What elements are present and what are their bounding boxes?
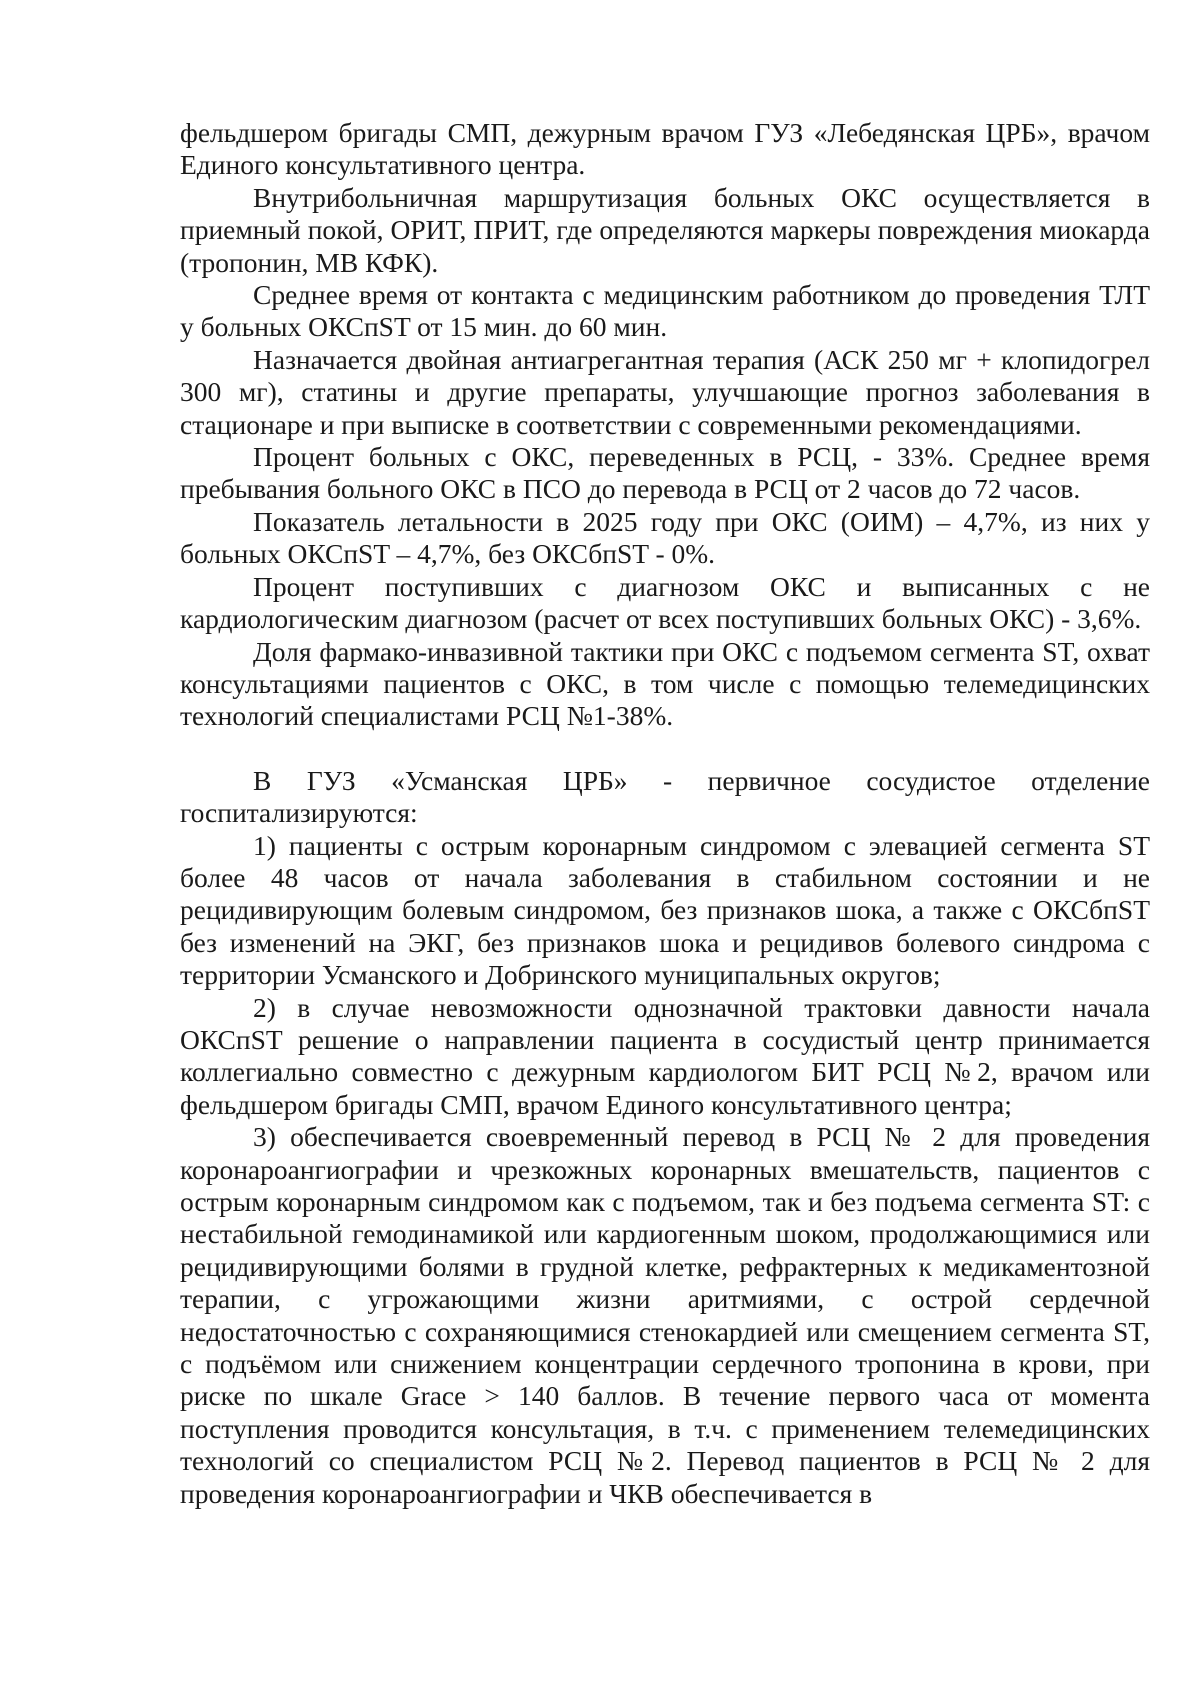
paragraph-non-cardiac-diagnosis: Процент поступивших с диагнозом ОКС и выписанных с не кардиологическим диагнозом (расчет от всех поступивших больных ОКС) - 3,6%.: [180, 570, 1150, 635]
paragraph-transfer-rate: Процент больных с ОКС, переведенных в РСЦ, - 33%. Среднее время пребывания больного ОКС в ПСО до перевода в РСЦ от 2 часов до 72 часов.: [180, 441, 1150, 505]
paragraph-tlt-time: Среднее время от контакта с медицинским работником до проведения ТЛТ у больных ОКСпST от 15 мин. до 60 мин.: [180, 279, 1150, 343]
list-item-3: 3) обеспечивается своевременный перевод в РСЦ № 2 для проведения коронароангиографии и чрезкожных коронарных вмешательств, пациентов с острым коронарным синдромом как с подъемом, так и без подъема сегмента ST: с нестабильной гемодинамикой или кардиогенным шоком, продолжающимися или рецидивирующими болями в грудной клетке, рефрактерных к медикаментозной терапии, с угрожающими жизни аритмиями, с острой сердечной недостаточностью с сохраняющимися стенокардией или смещением сегмента ST, с подъёмом или снижением концентрации сердечного тропонина в крови, при риске по шкале Grace > 140 баллов. В течение первого часа от момента поступления проводится консультация, в т.ч. с применением телемедицинских технологий со специалистом РСЦ №2. Перевод пациентов в РСЦ № 2 для проведения коронароангиографии и ЧКВ обеспечивается в: [180, 1121, 1150, 1509]
paragraph-mortality-rate: Показатель летальности в 2025 году при ОКС (ОИМ) – 4,7%, из них у больных ОКСпST – 4,7%, без ОКСбпST - 0%.: [180, 505, 1150, 570]
list-item-1: 1) пациенты с острым коронарным синдромом с элевацией сегмента ST более 48 часов от начала заболевания в стабильном состоянии и не рецидивирующим болевым синдромом, без признаков шока, а также с ОКСбпST без изменений на ЭКГ, без признаков шока и рецидивов болевого синдрома с территории Усманского и Добринского муниципальных округов;: [180, 829, 1150, 991]
paragraph-in-hospital-routing: Внутрибольничная маршрутизация больных ОКС осуществляется в приемный покой, ОРИТ, ПРИТ, где определяются маркеры повреждения миокарда (тропонин, МВ КФК).: [180, 181, 1150, 278]
list-item-2: 2) в случае невозможности однозначной трактовки давности начала ОКСпST решение о направлении пациента в сосудистый центр принимается коллегиально совместно с дежурным кардиологом БИТ РСЦ №2, врачом или фельдшером бригады СМП, врачом Единого консультативного центра;: [180, 991, 1150, 1120]
paragraph-antiplatelet-therapy: Назначается двойная антиагрегантная терапия (АСК 250 мг + клопидогрел 300 мг), статины и другие препараты, улучшающие прогноз заболевания в стационаре и при выписке в соответствии с современными рекомендациями.: [180, 343, 1150, 440]
paragraph-continuation: фельдшером бригады СМП, дежурным врачом ГУЗ «Лебедянская ЦРБ», врачом Единого консультативного центра.: [180, 117, 1150, 181]
paragraph-usman-crb-intro: В ГУЗ «Усманская ЦРБ» - первичное сосудистое отделение госпитализируются:: [180, 764, 1150, 829]
document-page: [180, 117, 1150, 1510]
paragraph-pharmaco-invasive-share: Доля фармако-инвазивной тактики при ОКС с подъемом сегмента ST, охват консультациями пациентов с ОКС, в том числе с помощью телемедицинских технологий специалистами РСЦ №1-38%.: [180, 635, 1150, 732]
